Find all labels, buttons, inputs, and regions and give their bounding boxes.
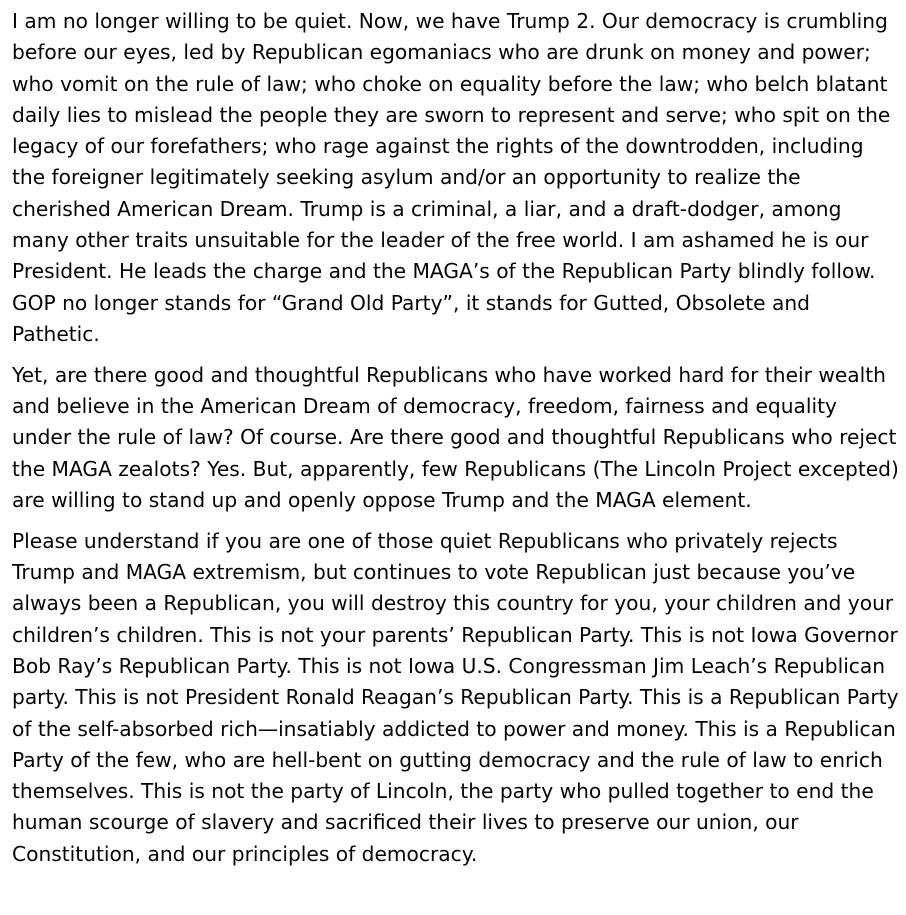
post-paragraph-2: Yet, are there good and thoughtful Republicans who have worked hard for their wealth and believe in the American Dream of democracy, freedom, fairness and equality under the rule of law? Of course. Are there good and thoughtful Republicans who reject the MAGA zealots? Yes. But, apparently, few Republicans (The Lincoln Project excepted) are willing to stand up and openly oppose Trump and the MAGA element. [12, 362, 899, 512]
post-body [12, 6, 900, 870]
post-paragraph-3: Please understand if you are one of those quiet Republicans who privately rejects Trump and MAGA extremism, but continues to vote Republican just because you’ve always been a Republican, you will destroy this country for you, your children and your children’s children. This is not your parents’ Republican Party. This is not Iowa Governor Bob Ray’s Republican Party. This is not Iowa U.S. Congressman Jim Leach’s Republican party. This is not President Ronald Reagan’s Republican Party. This is a Republican Party of the self-absorbed rich—insatiably addicted to power and money. This is a Republican Party of the few, who are hell-bent on gutting democracy and the rule of law to enrich themselves. This is not the party of Lincoln, the party who pulled together to end the human scourge of slavery and sacrificed their lives to preserve our union, our Constitution, and our principles of democracy. [12, 528, 899, 866]
post-paragraph-1: I am no longer willing to be quiet. Now, we have Trump 2. Our democracy is crumbling before our eyes, led by Republican egomaniacs who are drunk on money and power; who vomit on the rule of law; who choke on equality before the law; who belch blatant daily lies to mislead the people they are sworn to represent and serve; who spit on the legacy of our forefathers; who rage against the rights of the downtrodden, including the foreigner legitimately seeking asylum and/or an opportunity to realize the cherished American Dream. Trump is a criminal, a liar, and a draft-dodger, among many other traits unsuitable for the leader of the free world. I am ashamed he is our President. He leads the charge and the MAGA’s of the Republican Party blindly follow. GOP no longer stands for “Grand Old Party”, it stands for Gutted, Obsolete and Pathetic. [12, 9, 891, 346]
